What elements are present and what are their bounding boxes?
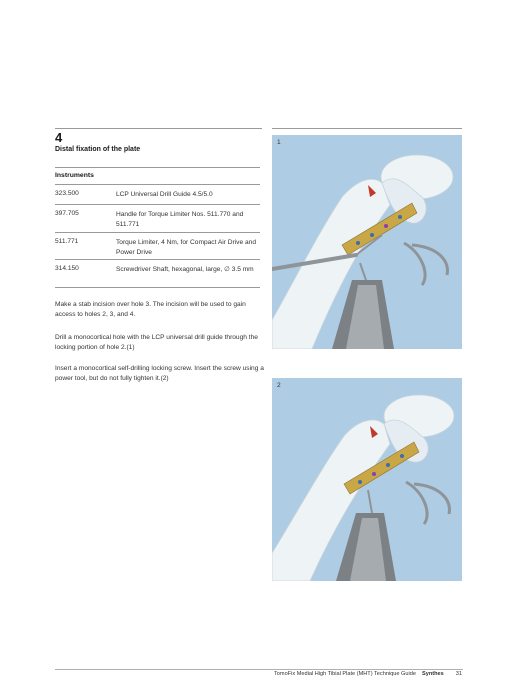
instruction-paragraph: Drill a monocortical hole with the LCP universal drill guide through the locking portion of hole 2.(1) <box>55 334 258 351</box>
instrument-desc: Handle for Torque Limiter Nos. 511.770 and 511.771 <box>116 211 244 228</box>
instrument-code: 511.771 <box>55 238 79 245</box>
instrument-desc: Screwdriver Shaft, hexagonal, large, ∅ 3.5 mm <box>116 266 254 273</box>
instruction-paragraph: Make a stab incision over hole 3. The incision will be used to gain access to holes 2, 3, and 4. <box>55 301 246 318</box>
page-number: 31 <box>455 671 462 677</box>
instrument-desc: LCP Universal Drill Guide 4.5/5.0 <box>116 191 213 198</box>
surgical-illustration-2 <box>272 378 462 581</box>
instruments-top-rule <box>55 167 260 168</box>
figure-1 <box>272 135 462 349</box>
instruments-header-rule <box>55 184 260 185</box>
top-rule-left <box>55 128 262 129</box>
instruments-heading: Instruments <box>55 172 94 179</box>
row-rule <box>55 287 260 288</box>
row-rule <box>55 204 260 205</box>
instrument-code: 397.705 <box>55 210 79 217</box>
surgical-illustration-1 <box>272 135 462 349</box>
figure-2 <box>272 378 462 581</box>
instruction-paragraph: Insert a monocortical self-drilling locking screw. Insert the screw using a power tool, but do not fully tighten it.(2) <box>55 365 264 382</box>
figure-label: 1 <box>277 139 281 146</box>
footer-rule <box>55 669 463 670</box>
step-title: Distal fixation of the plate <box>55 146 141 153</box>
row-rule <box>55 259 260 260</box>
instrument-code: 323.500 <box>55 190 79 197</box>
instrument-desc: Torque Limiter, 4 Nm, for Compact Air Drive and Power Drive <box>116 239 256 256</box>
footer-brand: Synthes <box>422 671 444 677</box>
top-rule-right <box>272 128 462 129</box>
page-footer <box>274 671 462 677</box>
row-rule <box>55 232 260 233</box>
figure-label: 2 <box>277 382 281 389</box>
footer-guide-title: TomoFix Medial High Tibial Plate (MHT) Technique Guide <box>274 671 416 677</box>
step-number: 4 <box>55 130 63 145</box>
instrument-code: 314.150 <box>55 265 79 272</box>
